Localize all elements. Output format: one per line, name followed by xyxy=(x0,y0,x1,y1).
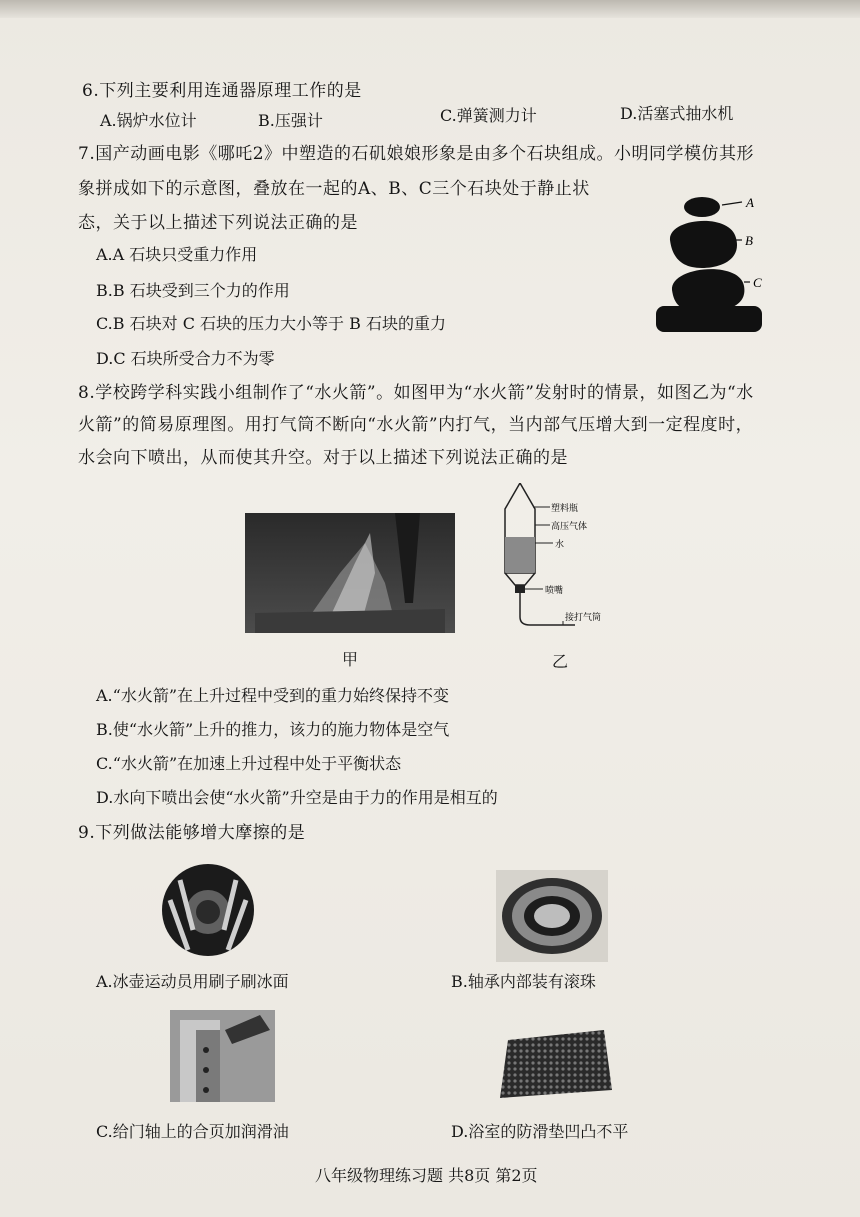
q8-stem-line-2: 火箭”的简易原理图。用打气筒不断向“水火箭”内打气，当内部气压增大到一定程度时， xyxy=(78,415,754,435)
label-nozzle: 喷嘴 xyxy=(545,586,564,596)
stone-base xyxy=(656,306,762,332)
label-a: A xyxy=(746,195,754,210)
page-footer: 八年级物理练习题 共8页 第2页 xyxy=(315,1166,538,1185)
q7-option-b: B.B 石块受到三个力的作用 xyxy=(96,281,290,300)
label-water: 水 xyxy=(555,540,565,550)
q9-option-d: D.浴室的防滑垫凹凸不平 xyxy=(451,1122,629,1141)
q8-option-b: B.使“水火箭”上升的推力，该力的施力物体是空气 xyxy=(96,720,450,739)
ball-bearing-photo xyxy=(496,870,608,962)
caption-yi: 乙 xyxy=(552,652,569,671)
q8-stem-line-3: 水会向下喷出，从而使其升空。对于以上描述下列说法正确的是 xyxy=(78,448,568,468)
q8-option-a: A.“水火箭”在上升过程中受到的重力始终保持不变 xyxy=(96,686,450,705)
q6-stem: 6.下列主要利用连通器原理工作的是 xyxy=(82,81,362,101)
curling-sweeper-photo xyxy=(158,860,258,960)
q9-option-b: B.轴承内部装有滚珠 xyxy=(451,972,596,991)
q8-option-c: C.“水火箭”在加速上升过程中处于平衡状态 xyxy=(96,754,402,773)
q6-option-b: B.压强计 xyxy=(258,111,323,130)
q7-stem-line-1: 7.国产动画电影《哪吒2》中塑造的石矶娘娘形象是由多个石块组成。小明同学模仿其形 xyxy=(78,144,755,164)
q6-option-a: A.锅炉水位计 xyxy=(100,111,197,130)
label-b: B xyxy=(745,233,753,248)
anti-slip-mat-photo xyxy=(500,1030,612,1098)
label-pump: 接打气筒 xyxy=(565,613,602,623)
q6-option-c: C.弹簧测力计 xyxy=(440,106,537,125)
stacked-stones-figure xyxy=(650,190,770,335)
caption-jia: 甲 xyxy=(342,650,359,669)
q6-option-d: D.活塞式抽水机 xyxy=(620,104,734,123)
label-gas: 高压气体 xyxy=(551,522,588,532)
q7-stem-line-3: 态，关于以上描述下列说法正确的是 xyxy=(78,213,358,233)
q7-option-d: D.C 石块所受合力不为零 xyxy=(96,349,275,368)
stone-a xyxy=(684,197,720,217)
rocket-diagram xyxy=(495,483,625,633)
q8-option-d: D.水向下喷出会使“水火箭”升空是由于力的作用是相互的 xyxy=(96,788,498,807)
q9-option-c: C.给门轴上的合页加润滑油 xyxy=(96,1122,289,1141)
stone-c xyxy=(672,269,744,312)
q9-option-a: A.冰壶运动员用刷子刷冰面 xyxy=(96,972,289,991)
label-bottle: 塑料瓶 xyxy=(551,504,579,514)
q7-option-a: A.A 石块只受重力作用 xyxy=(96,245,258,264)
q7-option-c: C.B 石块对 C 石块的压力大小等于 B 石块的重力 xyxy=(96,314,446,333)
q9-stem: 9.下列做法能够增大摩擦的是 xyxy=(78,823,306,843)
label-c: C xyxy=(753,275,762,290)
rocket-launch-photo xyxy=(245,513,455,633)
door-hinge-photo xyxy=(170,1010,275,1102)
q7-stem-line-2: 象拼成如下的示意图，叠放在一起的A、B、C三个石块处于静止状 xyxy=(78,179,590,199)
scan-edge xyxy=(0,0,860,18)
q8-stem-line-1: 8.学校跨学科实践小组制作了“水火箭”。如图甲为“水火箭”发射时的情景，如图乙为“水 xyxy=(78,383,754,403)
stone-b xyxy=(670,221,737,268)
